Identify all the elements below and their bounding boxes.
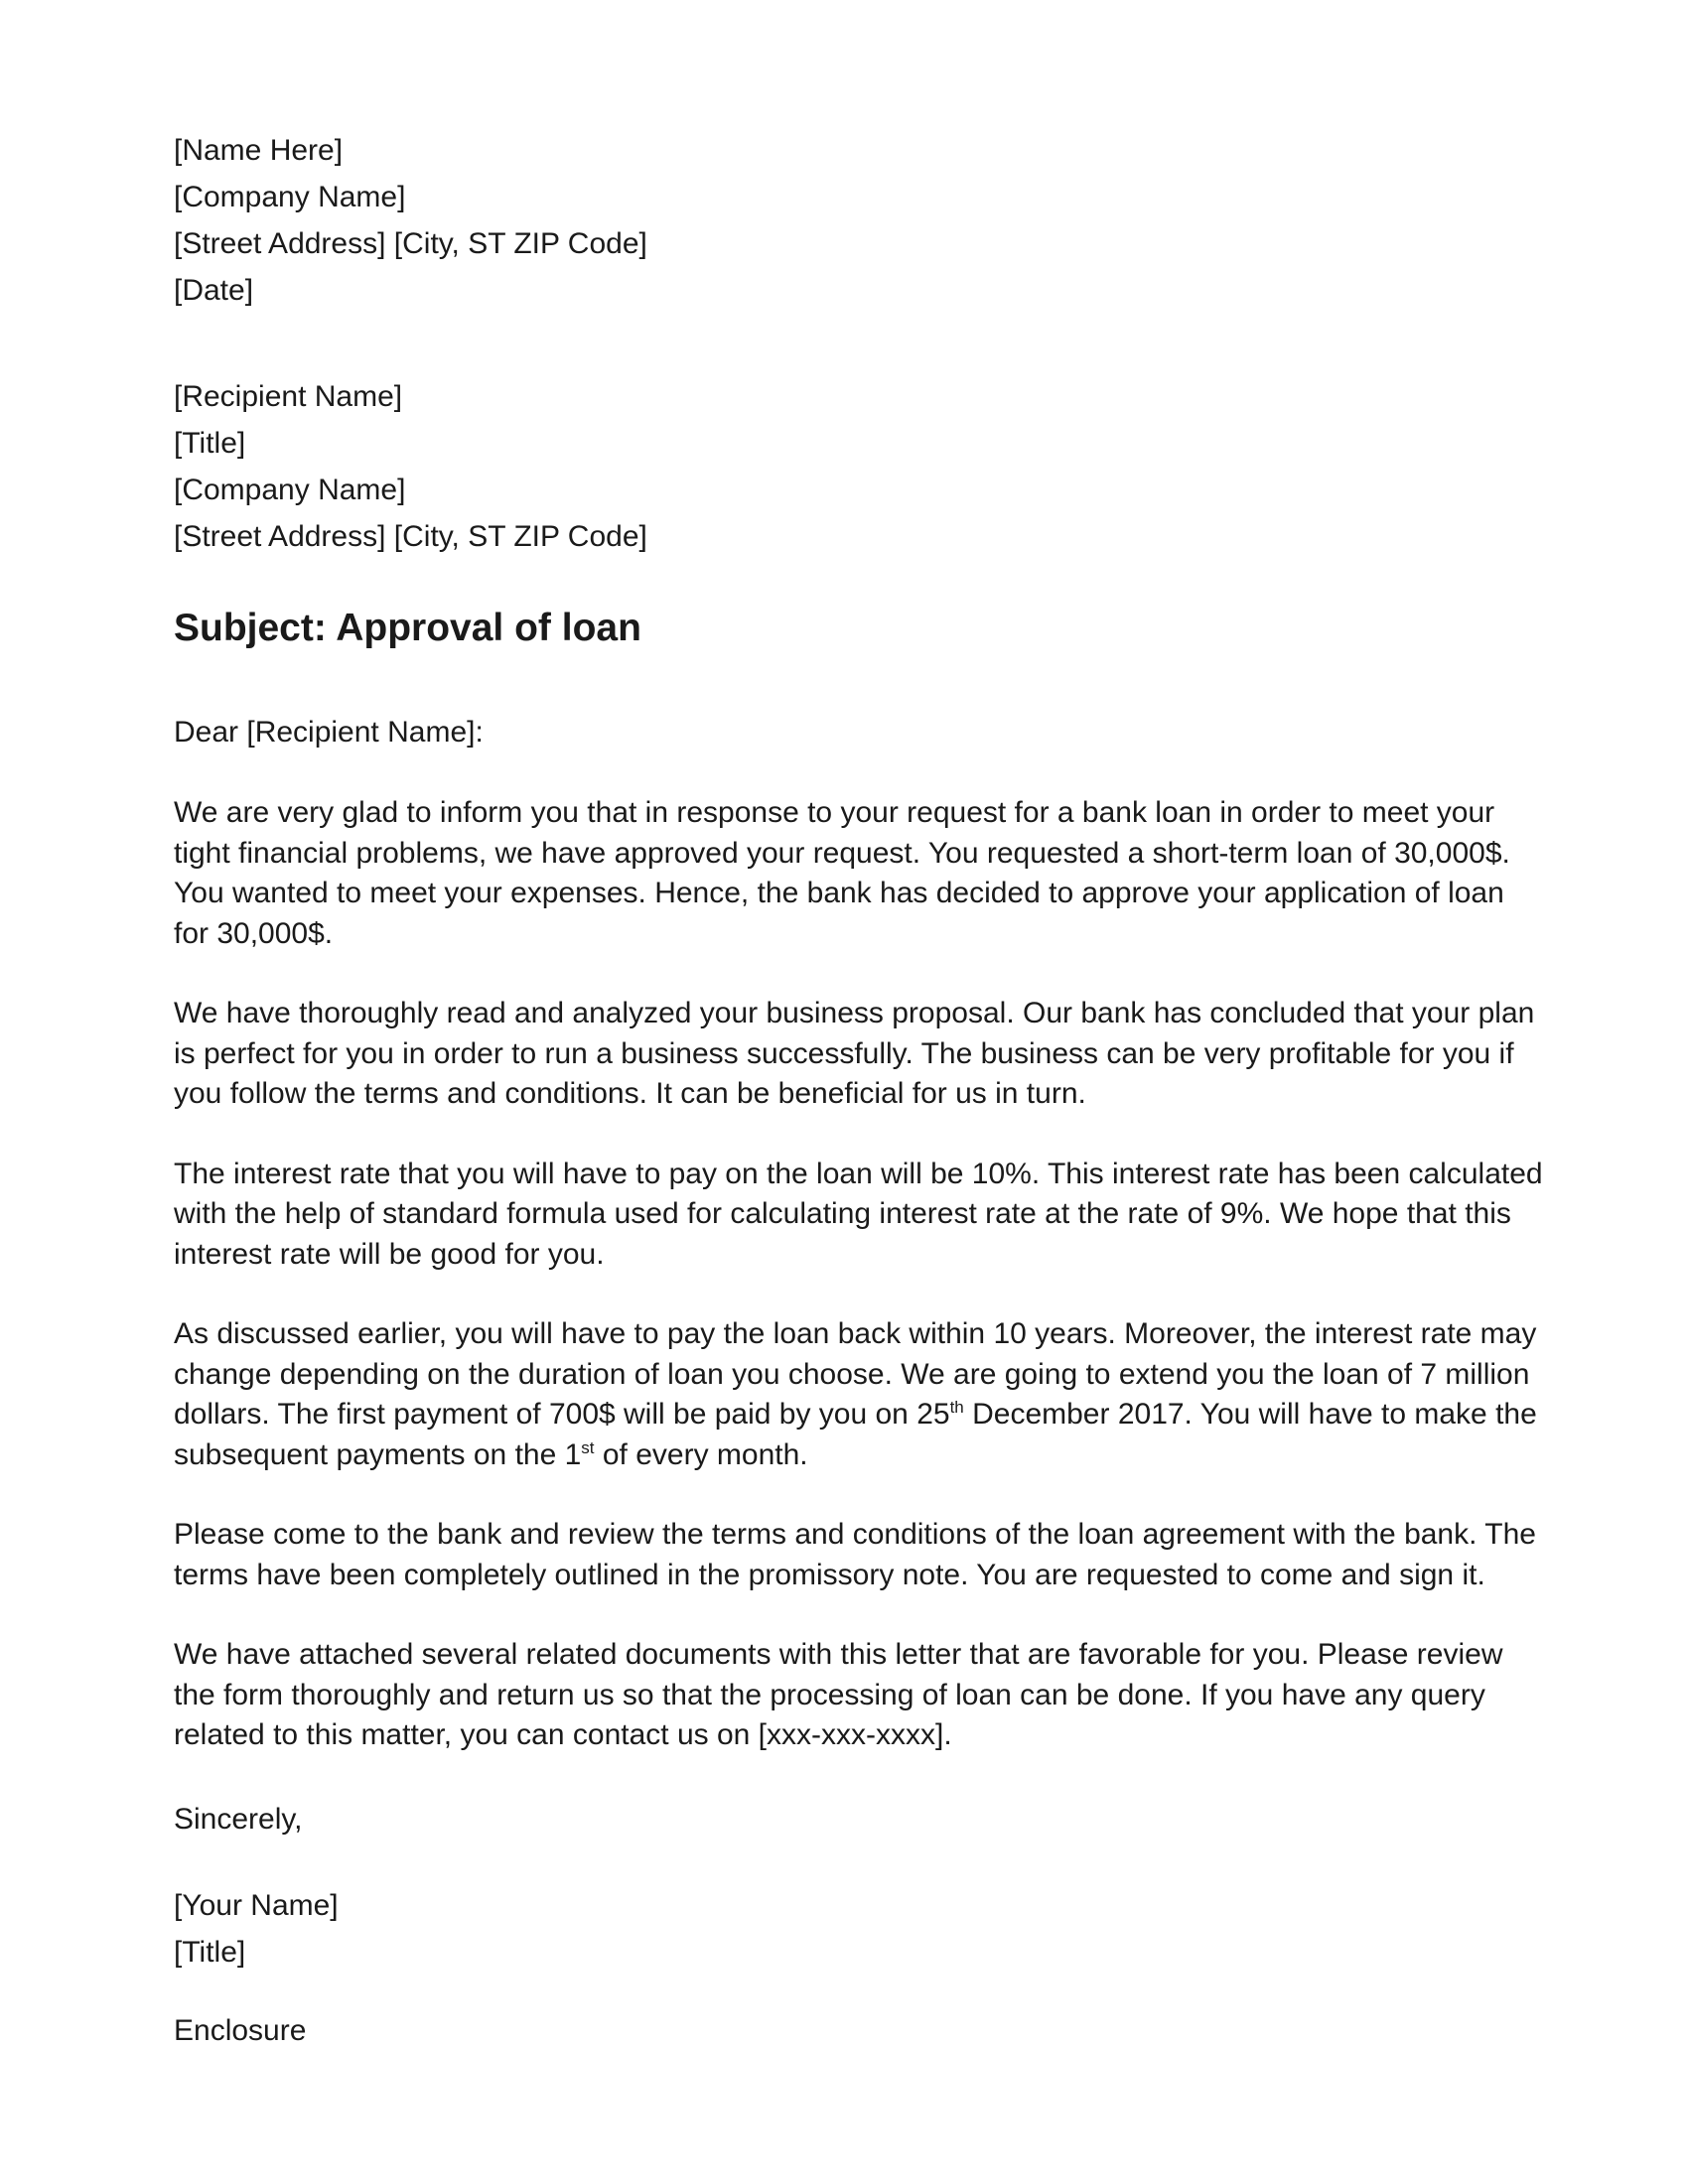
recipient-name: [Recipient Name] (174, 380, 403, 413)
recipient-address: [Street Address] [City, ST ZIP Code] (174, 520, 647, 553)
signature-block (174, 1882, 1544, 1976)
body-paragraph-4-part-3: of every month. (594, 1437, 808, 1471)
ordinal-suffix-th: th (949, 1398, 964, 1417)
sender-company: [Company Name] (174, 181, 406, 213)
recipient-company: [Company Name] (174, 474, 406, 506)
body-paragraph-6: We have attached several related documents with this letter that are favorable for you. Please review the form thoroughly and return us so that the processing of loan can be done. If you have any query related to this matter, you can contact us on [xxx-xxx-xxxx]. (174, 1638, 1503, 1751)
body-paragraph-1: We are very glad to inform you that in response to your request for a bank loan in order to meet your tight financial problems, we have approved your request. You requested a short-term loan of 30,000$. You wanted to meet your expenses. Hence, the bank has decided to approve your application of loan for 30,000$. (174, 796, 1510, 950)
letter-subject: Subject: Approval of loan (174, 607, 641, 649)
letter-page (174, 127, 1544, 2054)
recipient-title: [Title] (174, 427, 246, 460)
sender-name: [Name Here] (174, 134, 344, 167)
signer-title: [Title] (174, 1935, 246, 1969)
body-paragraph-5: Please come to the bank and review the terms and conditions of the loan agreement with the bank. The terms have been completely outlined in the promissory note. You are requested to come and sign it. (174, 1518, 1536, 1591)
closing: Sincerely, (174, 1802, 303, 1836)
body-paragraph-4-part-1: As discussed earlier, you will have to pay the loan back within 10 years. Moreover, the interest rate may change depending on the duration of loan you choose. We are going to extend you the loan of 7 million dollars. The first payment of 700$ will be paid by you on 25 (174, 1317, 1537, 1431)
recipient-block (174, 373, 1544, 560)
body-paragraph-4 (174, 1314, 1544, 1475)
sender-block (174, 127, 1544, 314)
signer-name: [Your Name] (174, 1888, 339, 1922)
body-paragraph-4-part-2: December 2017. You will have to make the subsequent payments on the 1 (174, 1398, 1537, 1471)
ordinal-suffix-st: st (581, 1437, 595, 1457)
sender-address: [Street Address] [City, ST ZIP Code] (174, 227, 647, 260)
enclosure-note: Enclosure (174, 2013, 307, 2047)
body-paragraph-2: We have thoroughly read and analyzed your business proposal. Our bank has concluded that your plan is perfect for you in order to run a business successfully. The business can be very profitable for you if you follow the terms and conditions. It can be beneficial for us in turn. (174, 997, 1535, 1110)
salutation: Dear [Recipient Name]: (174, 716, 484, 749)
body-paragraph-3: The interest rate that you will have to pay on the loan will be 10%. This interest rate has been calculated with the help of standard formula used for calculating interest rate at the rate of 9%. We hope that this interest rate will be good for you. (174, 1157, 1543, 1271)
letter-date: [Date] (174, 274, 254, 307)
